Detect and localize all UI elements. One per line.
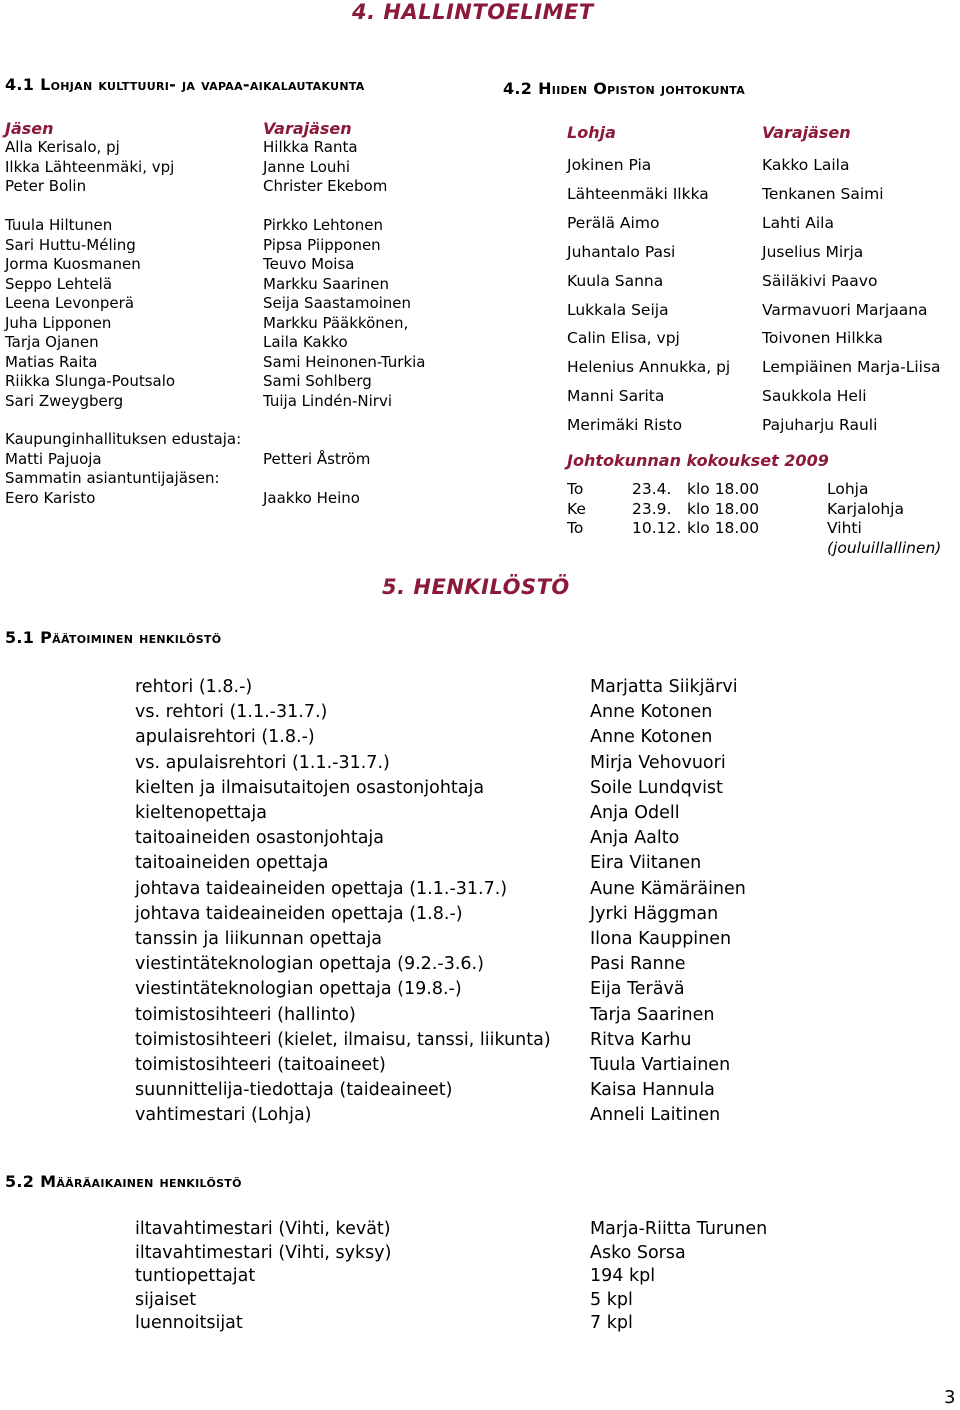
staff-role: suunnittelija-tiedottaja (taideaineet)	[135, 1080, 453, 1101]
staff-role: taitoaineiden osastonjohtaja	[135, 828, 385, 849]
board-member-name: Lähteenmäki Ilkka	[567, 184, 709, 203]
board-member-name: Lukkala Seija	[567, 300, 669, 319]
member-name	[5, 197, 175, 217]
temp-staff-names-list	[590, 1218, 767, 1336]
meeting-time: klo 18.00	[687, 480, 760, 498]
board-member-name: Helenius Annukka, pj	[567, 358, 731, 377]
member-name: Juha Lipponen	[5, 313, 112, 332]
board-deputy-name: Kakko Laila	[762, 156, 850, 174]
section-4-1-title: 4.1 Lohjan kulttuuri- ja vapaa-aikalautakunta	[5, 75, 365, 94]
staff-name: Anne Kotonen	[590, 727, 713, 748]
deputy-name: Sami Heinonen-Turkia	[263, 352, 426, 371]
staff-name: Kaisa Hannula	[590, 1080, 715, 1101]
staff-name: Anneli Laitinen	[590, 1105, 721, 1126]
member-name: Sari Zweygberg	[5, 391, 124, 410]
deputy-name: Sami Sohlberg	[263, 372, 372, 390]
member-name: Tarja Ojanen	[5, 333, 99, 351]
member-name: Matias Raita	[5, 352, 98, 371]
meeting-day: To	[567, 519, 584, 537]
meeting-place: Vihti	[827, 519, 862, 537]
section-5-heading: 5. HENKILÖSTÖ	[382, 575, 570, 599]
meeting-time: klo 18.00	[687, 519, 760, 537]
sammatti-deputy: Jaakko Heino	[263, 489, 360, 507]
board-deputy-name: Pajuharju Rauli	[762, 416, 878, 435]
temp-staff-role: luennoitsijat	[135, 1313, 243, 1333]
board-deputy-name: Varmavuori Marjaana	[762, 300, 928, 319]
member-name: Leena Levonperä	[5, 294, 135, 312]
meeting-date: 23.4.	[632, 480, 672, 498]
meeting-place: Karjalohja	[827, 499, 904, 518]
member-name: Alla Kerisalo, pj	[5, 138, 120, 156]
staff-role: johtava taideaineiden opettaja (1.8.-)	[135, 903, 463, 924]
board-deputy-header: Varajäsen	[762, 123, 851, 142]
staff-role: viestintäteknologian opettaja (19.8.-)	[135, 979, 462, 1000]
meeting-place: Lohja	[827, 480, 869, 498]
board-member-name: Calin Elisa, vpj	[567, 329, 680, 348]
staff-name: Pasi Ranne	[590, 954, 686, 975]
board-member-name: Merimäki Risto	[567, 416, 683, 435]
deputy-name: Markku Pääkkönen,	[263, 313, 409, 332]
meeting-day: Ke	[567, 499, 586, 518]
deputy-name: Christer Ekebom	[263, 177, 388, 195]
committee-members-list	[5, 138, 175, 411]
member-name: Riikka Slunga-Poutsalo	[5, 372, 176, 390]
staff-role: tanssin ja liikunnan opettaja	[135, 929, 383, 950]
temp-staff-role: sijaiset	[135, 1289, 197, 1310]
section-4-2-title: 4.2 Hiiden Opiston johtokunta	[503, 79, 746, 98]
staff-name: Tarja Saarinen	[590, 1004, 715, 1025]
meeting-date: 10.12.	[632, 519, 682, 537]
staff-roles-list	[135, 675, 551, 1129]
board-member-name: Manni Sarita	[567, 387, 665, 406]
staff-role: toimistosihteeri (hallinto)	[135, 1004, 356, 1025]
staff-role: toimistosihteeri (kielet, ilmaisu, tanssi, liikunta)	[135, 1029, 551, 1050]
meeting-time: klo 18.00	[687, 499, 760, 518]
deputy-name: Janne Louhi	[263, 157, 351, 176]
staff-name: Jyrki Häggman	[590, 903, 719, 924]
deputy-header: Varajäsen	[263, 119, 352, 138]
temp-staff-name: 194 kpl	[590, 1266, 656, 1286]
lohja-header: Lohja	[567, 123, 616, 142]
staff-role: toimistosihteeri (taitoaineet)	[135, 1055, 386, 1076]
deputy-name: Pirkko Lehtonen	[263, 216, 383, 234]
member-name: Peter Bolin	[5, 177, 87, 195]
deputy-name: Tuija Lindén-Nirvi	[263, 391, 392, 410]
staff-role: kieltenopettaja	[135, 803, 267, 824]
staff-name: Marjatta Siikjärvi	[590, 677, 738, 697]
sammatti-label: Sammatin asiantuntijajäsen:	[5, 469, 220, 487]
board-member-name: Perälä Aimo	[567, 213, 660, 232]
temp-staff-name: 5 kpl	[590, 1289, 633, 1310]
section-5-2-title: 5.2 Määräaikainen henkilöstö	[5, 1172, 242, 1191]
committee-deputies-list	[263, 138, 426, 411]
sammatti-member: Eero Karisto	[5, 489, 96, 507]
member-name: Sari Huttu-Méling	[5, 235, 136, 254]
staff-role: kielten ja ilmaisutaitojen osastonjohtaja	[135, 777, 485, 798]
staff-name: Tuula Vartiainen	[590, 1055, 731, 1076]
deputy-name: Pipsa Piipponen	[263, 235, 381, 254]
deputy-name: Markku Saarinen	[263, 274, 389, 293]
deputy-name: Hilkka Ranta	[263, 138, 358, 156]
staff-names-list	[590, 675, 746, 1129]
board-deputy-name: Saukkola Heli	[762, 387, 867, 406]
staff-name: Ilona Kauppinen	[590, 929, 732, 950]
staff-name: Eira Viitanen	[590, 853, 702, 874]
temp-staff-role: iltavahtimestari (Vihti, syksy)	[135, 1242, 392, 1263]
board-deputy-name: Juselius Mirja	[762, 242, 864, 261]
staff-role: rehtori (1.8.-)	[135, 677, 253, 697]
board-member-name: Juhantalo Pasi	[567, 242, 676, 261]
board-member-name: Kuula Sanna	[567, 271, 664, 290]
deputy-name: Seija Saastamoinen	[263, 294, 412, 312]
member-name: Jorma Kuosmanen	[5, 255, 141, 273]
staff-role: vs. rehtori (1.1.-31.7.)	[135, 702, 328, 723]
staff-role: viestintäteknologian opettaja (9.2.-3.6.)	[135, 954, 484, 975]
city-board-label: Kaupunginhallituksen edustaja:	[5, 430, 242, 448]
staff-role: johtava taideaineiden opettaja (1.1.-31.7.)	[135, 878, 508, 899]
board-deputy-name: Tenkanen Saimi	[762, 184, 884, 203]
board-member-name: Jokinen Pia	[567, 156, 652, 174]
board-deputy-name: Lahti Aila	[762, 213, 834, 232]
section-5-1-title: 5.1 Päätoiminen henkilöstö	[5, 628, 222, 647]
staff-name: Soile Lundqvist	[590, 777, 723, 798]
member-header: Jäsen	[5, 119, 54, 138]
staff-role: vs. apulaisrehtori (1.1.-31.7.)	[135, 752, 390, 773]
page-number: 3	[944, 1387, 956, 1408]
deputy-name: Laila Kakko	[263, 333, 348, 351]
meeting-day: To	[567, 480, 584, 498]
city-board-deputy: Petteri Åström	[263, 450, 371, 468]
staff-name: Ritva Karhu	[590, 1029, 692, 1050]
staff-name: Aune Kämäräinen	[590, 878, 746, 899]
staff-role: vahtimestari (Lohja)	[135, 1105, 312, 1126]
deputy-name	[263, 197, 426, 217]
staff-role: apulaisrehtori (1.8.-)	[135, 727, 315, 748]
city-board-member: Matti Pajuoja	[5, 450, 102, 468]
board-deputy-name: Säiläkivi Paavo	[762, 271, 878, 290]
member-name: Ilkka Lähteenmäki, vpj	[5, 157, 175, 176]
meetings-title: Johtokunnan kokoukset 2009	[567, 451, 829, 470]
staff-role: taitoaineiden opettaja	[135, 853, 329, 874]
member-name: Tuula Hiltunen	[5, 216, 113, 234]
board-deputy-name: Toivonen Hilkka	[762, 329, 883, 348]
staff-name: Anne Kotonen	[590, 702, 713, 723]
board-deputies-list	[762, 151, 941, 440]
board-deputy-name: Lempiäinen Marja-Liisa	[762, 358, 941, 377]
staff-name: Anja Aalto	[590, 828, 680, 849]
staff-name: Anja Odell	[590, 803, 680, 824]
meeting-date: 23.9.	[632, 499, 672, 518]
page-heading: 4. HALLINTOELIMET	[352, 0, 594, 24]
temp-staff-name: Asko Sorsa	[590, 1242, 686, 1263]
board-members-list	[567, 151, 730, 440]
temp-staff-name: 7 kpl	[590, 1313, 633, 1333]
meetings-note: (jouluillallinen)	[827, 539, 942, 557]
member-name: Seppo Lehtelä	[5, 274, 113, 293]
temp-staff-role: iltavahtimestari (Vihti, kevät)	[135, 1219, 391, 1239]
staff-name: Mirja Vehovuori	[590, 752, 726, 773]
deputy-name: Teuvo Moisa	[263, 255, 355, 273]
temp-staff-role: tuntiopettajat	[135, 1266, 256, 1286]
staff-name: Eija Terävä	[590, 979, 685, 1000]
temp-staff-name: Marja-Riitta Turunen	[590, 1219, 768, 1239]
temp-staff-roles-list	[135, 1218, 391, 1336]
